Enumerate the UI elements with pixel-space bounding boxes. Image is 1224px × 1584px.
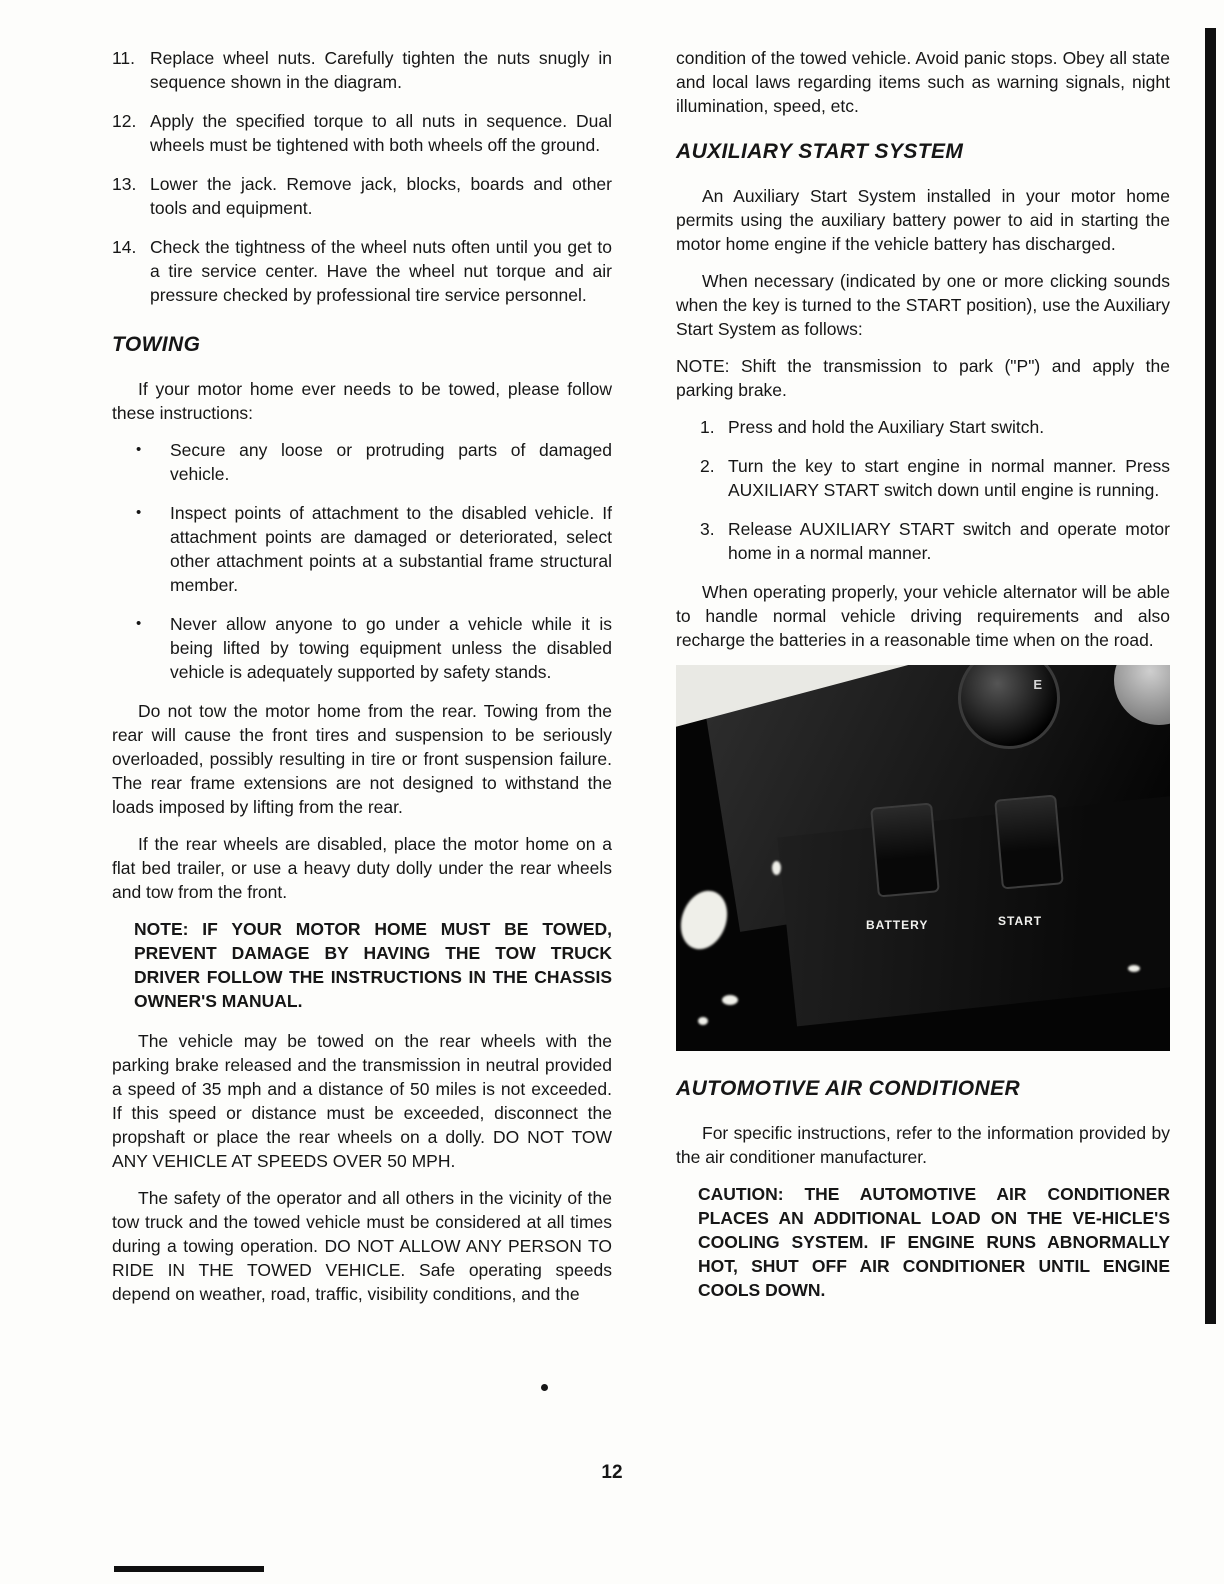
bullet-text: Never allow anyone to go under a vehicle while it is being lifted by towing equipment unless the disabled vehicle is adequately supported by safety stands.	[170, 614, 612, 682]
battery-switch-label: BATTERY	[866, 918, 929, 932]
aux-start-step-1	[676, 415, 1170, 439]
towing-bullet-2	[112, 501, 612, 597]
bullet-icon: •	[136, 441, 142, 458]
towing-heading: TOWING	[112, 333, 201, 356]
aux-start-step-2	[676, 454, 1170, 502]
towing-note: NOTE: IF YOUR MOTOR HOME MUST BE TOWED, PREVENT DAMAGE BY HAVING THE TOW TRUCK DRIVER FOLLOW THE INSTRUCTIONS IN THE CHASSIS OWNER'S MANUAL.	[134, 919, 612, 1011]
list-number: 12.	[112, 111, 137, 131]
towing-paragraph-4: The safety of the operator and all others in the vicinity of the tow truck and the towed vehicle must be considered at all times during a towing operation. DO NOT ALLOW ANY PERSON TO RIDE IN THE TOWED VEHICLE. Safe operating speeds depend on weather, road, traffic, visibility conditions, and the	[112, 1188, 612, 1304]
wheel-step-11	[112, 46, 612, 94]
auxiliary-start-heading: AUXILIARY START SYSTEM	[676, 140, 964, 163]
air-conditioner-caution: CAUTION: THE AUTOMOTIVE AIR CONDITIONER PLACES AN ADDITIONAL LOAD ON THE VE-HICLE'S COOLING SYSTEM. IF ENGINE RUNS ABNORMALLY HOT, SHUT OFF AIR CONDITIONER UNTIL ENGINE COOLS DOWN.	[698, 1184, 1170, 1300]
knob-letter: E	[1033, 677, 1042, 692]
battery-switch-icon	[870, 802, 940, 897]
towing-paragraph-1: Do not tow the motor home from the rear. Towing from the rear will cause the front tires and suspension to be seriously overloaded, possibly resulting in tire or front suspension failure. The rear frame extensions are not designed to withstand the loads imposed by lifting from the rear.	[112, 701, 612, 817]
photo-speck	[1128, 965, 1140, 972]
page-number: 12	[601, 1462, 623, 1483]
scan-artifact-dot	[541, 1384, 548, 1391]
list-number: 14.	[112, 237, 137, 257]
wheel-step-14	[112, 235, 612, 307]
list-number: 13.	[112, 174, 137, 194]
list-text: Check the tightness of the wheel nuts often until you get to a tire service center. Have the wheel nut torque and air pressure checked by professional tire service personnel.	[150, 237, 612, 305]
photo-speck	[772, 861, 781, 875]
list-text: Lower the jack. Remove jack, blocks, boards and other tools and equipment.	[150, 174, 612, 218]
list-number: 11.	[112, 48, 136, 68]
bullet-text: Inspect points of attachment to the disabled vehicle. If attachment points are damaged or deteriorated, select other attachment points at a substantial frame structural member.	[170, 503, 612, 595]
left-column	[112, 46, 612, 1319]
list-text: Release AUXILIARY START switch and operate motor home in a normal manner.	[728, 519, 1170, 563]
list-number: 3.	[700, 519, 715, 539]
list-number: 2.	[700, 456, 715, 476]
aux-start-paragraph-2: When necessary (indicated by one or more clicking sounds when the key is turned to the START position), use the Auxiliary Start System as follows:	[676, 271, 1170, 339]
bullet-icon: •	[136, 504, 142, 521]
scan-artifact-right-bar	[1205, 28, 1216, 1324]
start-switch-icon	[994, 794, 1064, 889]
list-text: Press and hold the Auxiliary Start switch.	[728, 417, 1045, 437]
towing-continuation: condition of the towed vehicle. Avoid panic stops. Obey all state and local laws regarding items such as warning signals, night illumination, speed, etc.	[676, 48, 1170, 116]
air-conditioner-heading: AUTOMOTIVE AIR CONDITIONER	[676, 1077, 1021, 1100]
wheel-step-13	[112, 172, 612, 220]
wheel-step-12	[112, 109, 612, 157]
photo-reflection	[676, 884, 735, 955]
towing-bullet-3	[112, 612, 612, 684]
list-text: Apply the specified torque to all nuts in sequence. Dual wheels must be tightened with both wheels off the ground.	[150, 111, 612, 155]
aux-start-step-3	[676, 517, 1170, 565]
scan-artifact-bottom-bar	[114, 1566, 264, 1572]
aux-start-paragraph-3: When operating properly, your vehicle alternator will be able to handle normal vehicle driving requirements and also recharge the batteries in a reasonable time when on the road.	[676, 582, 1170, 650]
air-conditioner-paragraph-1: For specific instructions, refer to the information provided by the air conditioner manufacturer.	[676, 1123, 1170, 1167]
photo-speck	[698, 1017, 708, 1025]
photo-speck	[722, 995, 738, 1005]
aux-start-note: NOTE: Shift the transmission to park ("P") and apply the parking brake.	[676, 356, 1170, 400]
towing-bullet-1	[112, 438, 612, 486]
start-switch-label: START	[998, 914, 1043, 928]
switch-panel-photo	[676, 665, 1170, 1051]
right-column	[676, 46, 1170, 1318]
list-text: Replace wheel nuts. Carefully tighten the nuts snugly in sequence shown in the diagram.	[150, 48, 612, 92]
towing-paragraph-3: The vehicle may be towed on the rear wheels with the parking brake released and the transmission in neutral provided a speed of 35 mph and a distance of 50 miles is not exceeded. If this speed or distance must be exceeded, disconnect the propshaft or place the rear wheels on a dolly. DO NOT TOW ANY VEHICLE AT SPEEDS OVER 50 MPH.	[112, 1031, 612, 1171]
bullet-text: Secure any loose or protruding parts of damaged vehicle.	[170, 440, 612, 484]
aux-start-paragraph-1: An Auxiliary Start System installed in your motor home permits using the auxiliary battery power to aid in starting the motor home engine if the vehicle battery has discharged.	[676, 186, 1170, 254]
list-number: 1.	[700, 417, 715, 437]
list-text: Turn the key to start engine in normal manner. Press AUXILIARY START switch down until engine is running.	[728, 456, 1170, 500]
bullet-icon: •	[136, 615, 142, 632]
towing-paragraph-2: If the rear wheels are disabled, place the motor home on a flat bed trailer, or use a heavy duty dolly under the rear wheels and tow from the front.	[112, 834, 612, 902]
towing-intro: If your motor home ever needs to be towed, please follow these instructions:	[112, 379, 612, 423]
